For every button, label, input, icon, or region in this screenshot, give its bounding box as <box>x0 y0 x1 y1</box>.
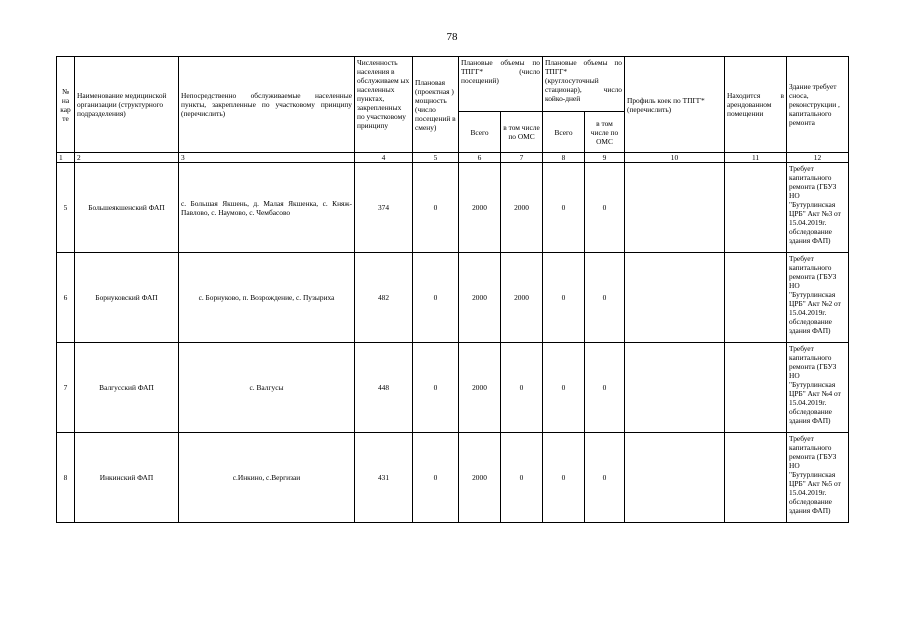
row-beds-total: 0 <box>543 433 585 523</box>
table-row <box>57 163 849 253</box>
row-beds-oms: 0 <box>585 343 625 433</box>
column-number: 6 <box>459 153 501 163</box>
header-row-1 <box>57 57 849 112</box>
row-visits-total: 2000 <box>459 163 501 253</box>
row-visits-total: 2000 <box>459 253 501 343</box>
header-beds-total: Всего <box>543 112 585 153</box>
row-capacity: 0 <box>413 163 459 253</box>
row-beds-total: 0 <box>543 343 585 433</box>
column-number: 1 <box>57 153 75 163</box>
row-capacity: 0 <box>413 433 459 523</box>
row-profile <box>625 343 725 433</box>
header-population: Численность населения в обслуживаем ых населенных пунктах, закрепленных по участковому принципу <box>355 57 413 153</box>
header-num: № на кар те <box>57 57 75 153</box>
header-org: Наименование медицинской организации (структурного подразделения) <box>75 57 179 153</box>
column-number: 3 <box>179 153 355 163</box>
table-row <box>57 253 849 343</box>
header-visits-total: Всего <box>459 112 501 153</box>
row-points: с. Валгусы <box>179 343 355 433</box>
column-number: 9 <box>585 153 625 163</box>
page-number: 78 <box>446 31 458 43</box>
row-visits-total: 2000 <box>459 343 501 433</box>
column-number: 5 <box>413 153 459 163</box>
row-rented <box>725 163 787 253</box>
row-points: с. Борнуково, п. Возрождение, с. Пузыриха <box>179 253 355 343</box>
table-row <box>57 343 849 433</box>
row-points: с.Инкино, с.Вергизаи <box>179 433 355 523</box>
header-visits: Плановые объемы по ТПГГ* (число посещений) <box>459 57 543 112</box>
header-visits-oms: в том числе по ОМС <box>501 112 543 153</box>
row-beds-oms: 0 <box>585 253 625 343</box>
column-number: 8 <box>543 153 585 163</box>
facility-table <box>56 56 849 523</box>
header-beds-oms: в том числе по ОМС <box>585 112 625 153</box>
row-num: 8 <box>57 433 75 523</box>
row-rented <box>725 433 787 523</box>
header-profile: Профиль коек по ТПГГ* (перечислить) <box>625 57 725 153</box>
row-note: Требует капитального ремонта (ГБУЗ НО "Бутурлинская ЦРБ" Акт №2 от 15.04.2019г. обследование здания ФАП) <box>787 253 849 343</box>
row-population: 374 <box>355 163 413 253</box>
row-capacity: 0 <box>413 343 459 433</box>
column-number: 7 <box>501 153 543 163</box>
row-rented <box>725 343 787 433</box>
row-note: Требует капитального ремонта (ГБУЗ НО "Бутурлинская ЦРБ" Акт №3 от 15.04.2019г. обследование здания ФАП) <box>787 163 849 253</box>
row-visits-oms: 0 <box>501 343 543 433</box>
header-beds: Плановые объемы по ТПГГ* (круглосуточный стационар), число койко-дней <box>543 57 625 112</box>
row-org: Инкинский ФАП <box>75 433 179 523</box>
row-beds-oms: 0 <box>585 163 625 253</box>
column-number: 10 <box>625 153 725 163</box>
column-number: 11 <box>725 153 787 163</box>
row-visits-oms: 2000 <box>501 253 543 343</box>
row-org: Большеякшенский ФАП <box>75 163 179 253</box>
row-num: 6 <box>57 253 75 343</box>
header-points: Непосредственно обслуживаемые населенные пункты, закрепленные по участковому принципу (перечислить) <box>179 57 355 153</box>
row-capacity: 0 <box>413 253 459 343</box>
header-capacity: Плановая (проектная ) мощность (число посещений в смену) <box>413 57 459 153</box>
row-profile <box>625 433 725 523</box>
row-population: 482 <box>355 253 413 343</box>
row-beds-oms: 0 <box>585 433 625 523</box>
row-points: с. Большая Якшень, д. Малая Якшенка, с. Княж-Павлово, с. Наумово, с. Чембасово <box>179 163 355 253</box>
row-visits-total: 2000 <box>459 433 501 523</box>
row-rented <box>725 253 787 343</box>
column-number: 12 <box>787 153 849 163</box>
column-number: 2 <box>75 153 179 163</box>
row-num: 7 <box>57 343 75 433</box>
row-beds-total: 0 <box>543 163 585 253</box>
header-rented: Находится в арендованном помещении <box>725 57 787 153</box>
row-beds-total: 0 <box>543 253 585 343</box>
column-number-row <box>57 153 849 163</box>
row-profile <box>625 253 725 343</box>
row-org: Валгусский ФАП <box>75 343 179 433</box>
row-population: 448 <box>355 343 413 433</box>
row-num: 5 <box>57 163 75 253</box>
row-population: 431 <box>355 433 413 523</box>
row-note: Требует капитального ремонта (ГБУЗ НО "Бутурлинская ЦРБ" Акт №5 от 15.04.2019г. обследование здания ФАП) <box>787 433 849 523</box>
table-row <box>57 433 849 523</box>
row-org: Борнуковский ФАП <box>75 253 179 343</box>
row-visits-oms: 2000 <box>501 163 543 253</box>
row-visits-oms: 0 <box>501 433 543 523</box>
header-repair: Здание требует сноса, реконструкции , капитального ремонта <box>787 57 849 153</box>
row-note: Требует капитального ремонта (ГБУЗ НО "Бутурлинская ЦРБ" Акт №4 от 15.04.2019г. обследование здания ФАП) <box>787 343 849 433</box>
row-profile <box>625 163 725 253</box>
column-number: 4 <box>355 153 413 163</box>
